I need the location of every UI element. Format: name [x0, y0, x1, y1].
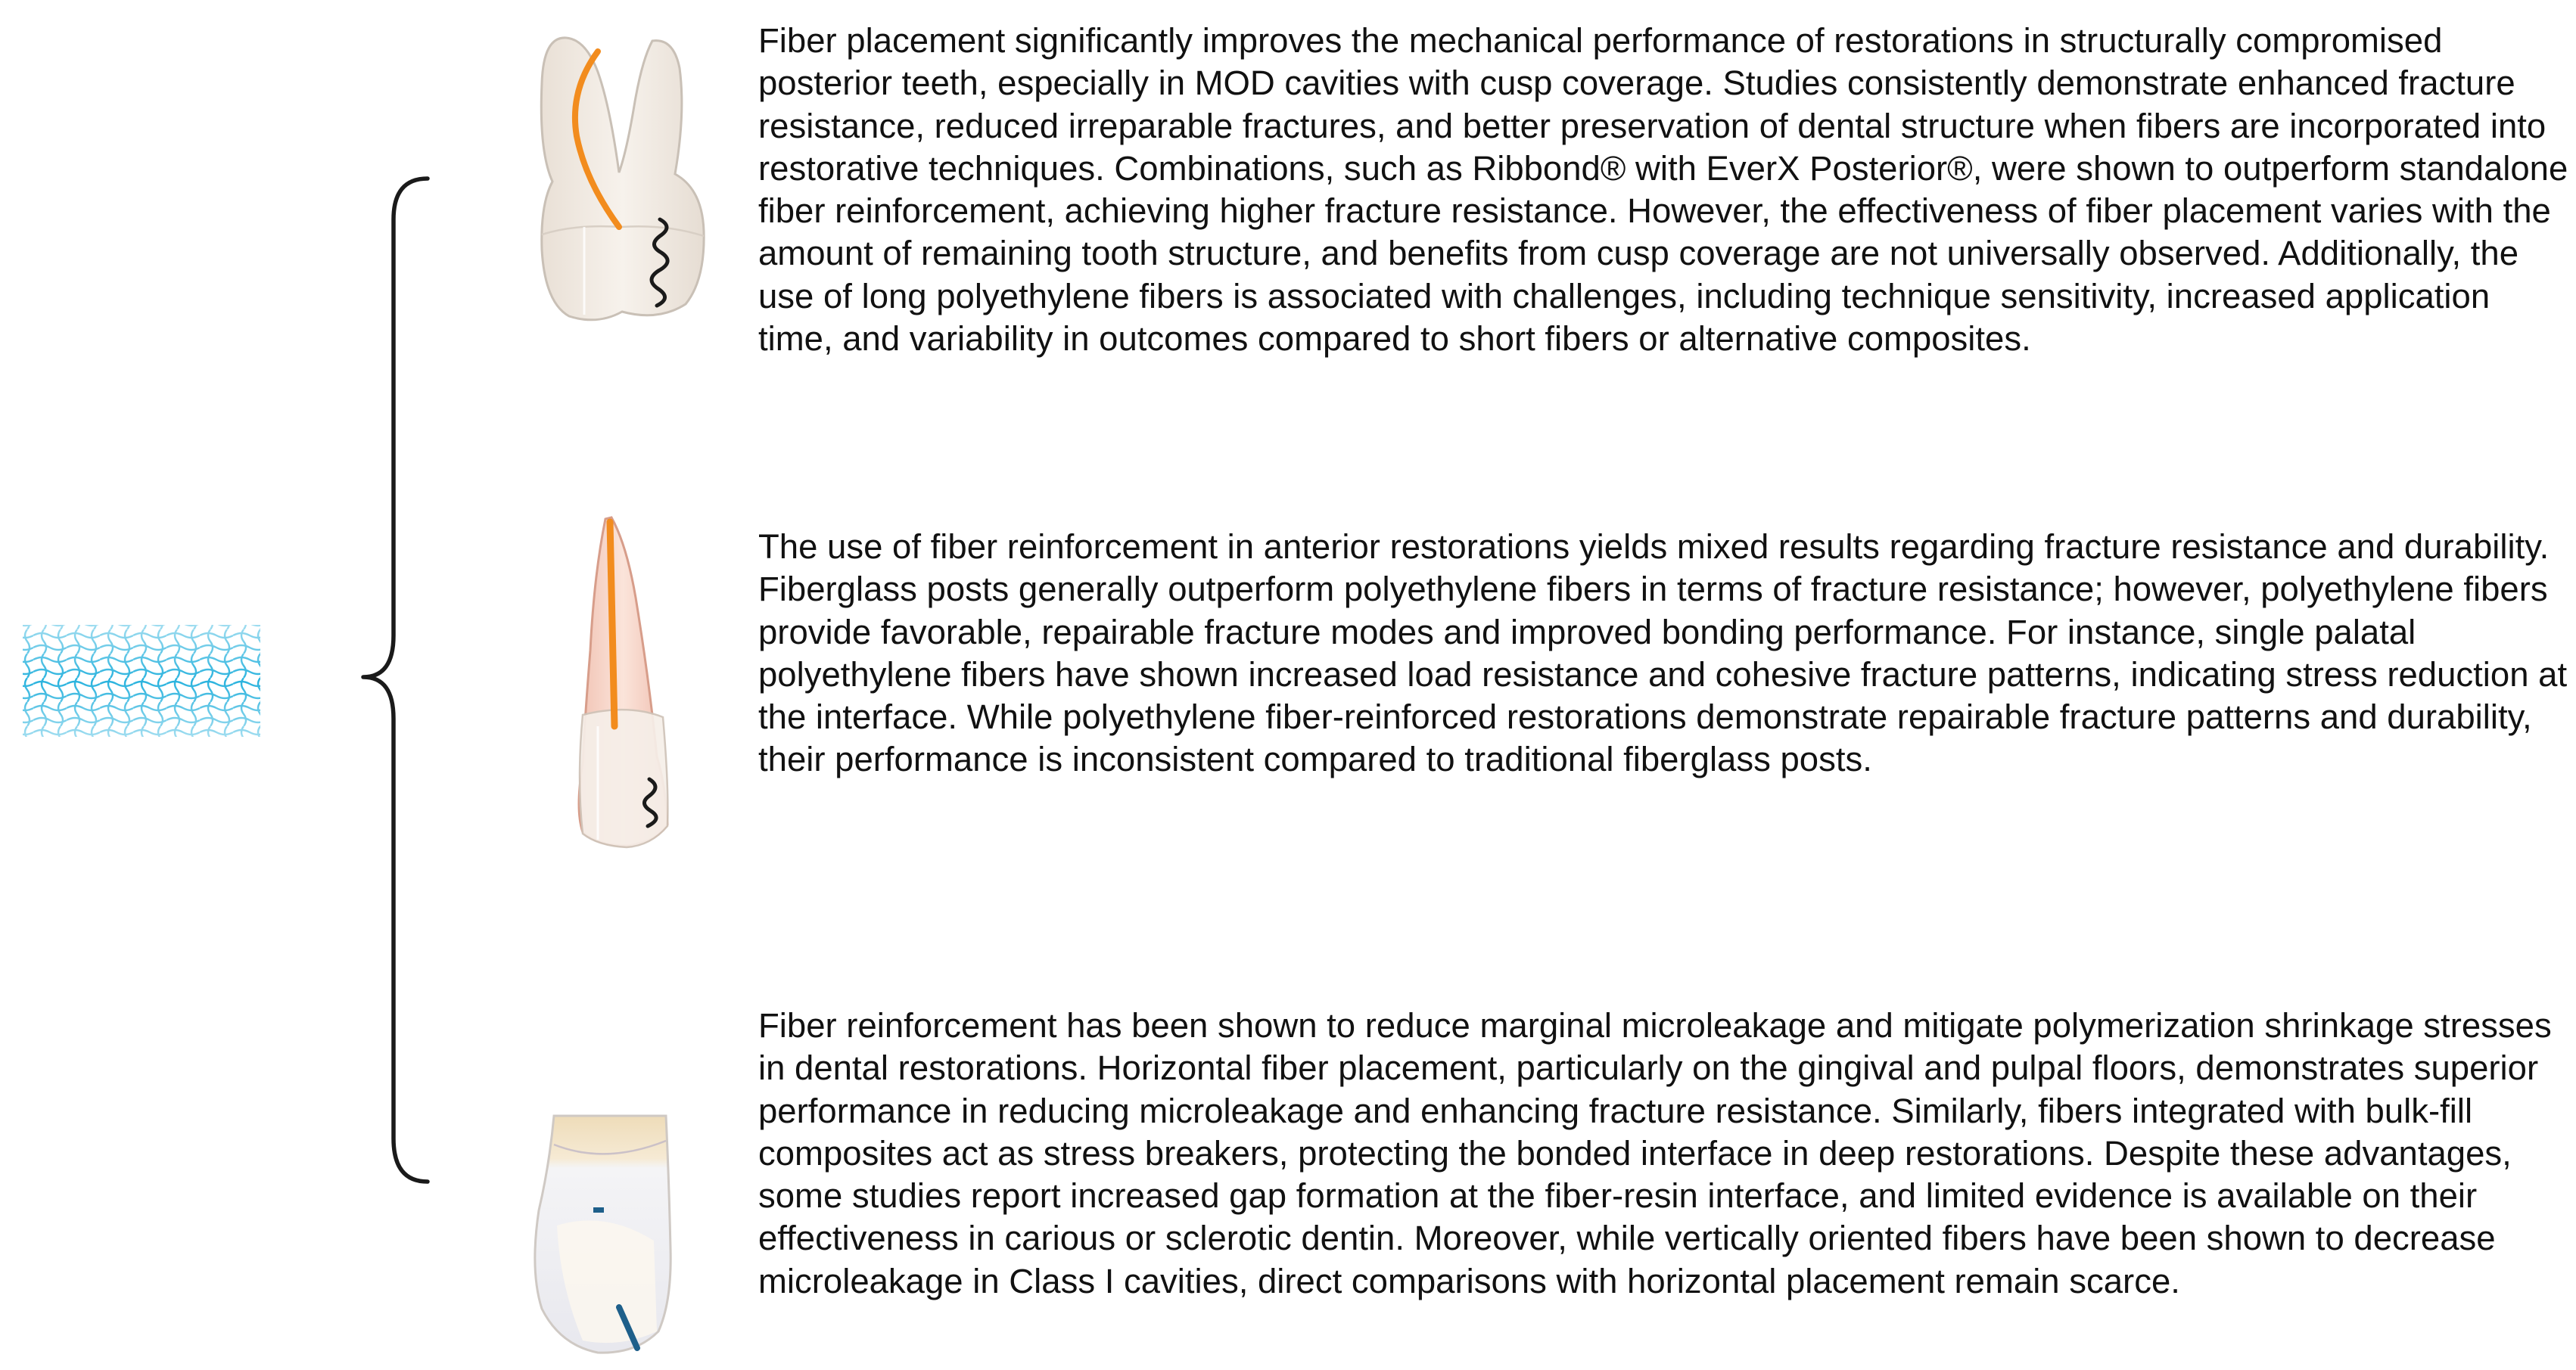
posterior-tooth-icon — [541, 38, 704, 320]
tooth-cross-section-icon — [535, 1116, 670, 1353]
anterior-tooth-icon — [579, 517, 667, 847]
fiber-mesh-icon — [23, 625, 260, 737]
paragraph-microleakage: Fiber reinforcement has been shown to reduce marginal microleakage and mitigate polymerization shrinkage stresses in dental restorations. Horizontal fiber placement, particularly on the gingival and pulpal floors, demonstrates superior performance in reducing microleakage and enhancing fracture resistance. Similarly, fibers integrated with bulk-fill composites act as stress breakers, protecting the bonded interface in deep restorations. Despite these advantages, some studies report increased gap formation at the fiber-resin interface, and limited evidence is available on their effectiveness in carious or sclerotic dentin. Moreover, while vertically oriented fibers have been shown to decrease microleakage in Class I cavities, direct comparisons with horizontal placement remain scarce. — [758, 1006, 2552, 1300]
paragraph-posterior: Fiber placement significantly improves the mechanical performance of restorations in structurally compromised posterior teeth, especially in MOD cavities with cusp coverage. Studies consistently demonstrate enhanced fracture resistance, reduced irreparable fractures, and better preservation of dental structure when fibers are incorporated into restorative techniques. Combinations, such as Ribbond® with EverX Posterior®, were shown to outperform standalone fiber reinforcement, achieving higher fracture resistance. However, the effectiveness of fiber placement varies with the amount of remaining tooth structure, and benefits from cusp coverage are not universally observed. Additionally, the use of long polyethylene fibers is associated with challenges, including technique sensitivity, increased application time, and variability in outcomes compared to short fibers or alternative composites. — [758, 21, 2568, 359]
curly-brace-icon — [363, 179, 428, 1182]
paragraph-anterior: The use of fiber reinforcement in anterior restorations yields mixed results regarding fracture resistance and durability. Fiberglass posts generally outperform polyethylene fibers in terms of fracture resistance; however, polyethylene fibers provide favorable, repairable fracture modes and improved bonding performance. For instance, single palatal polyethylene fibers have shown increased load resistance and cohesive fracture patterns, indicating stress reduction at the interface. While polyethylene fiber-reinforced restorations demonstrate repairable fracture patterns and durability, their performance is inconsistent compared to traditional fiberglass posts. — [758, 527, 2568, 779]
